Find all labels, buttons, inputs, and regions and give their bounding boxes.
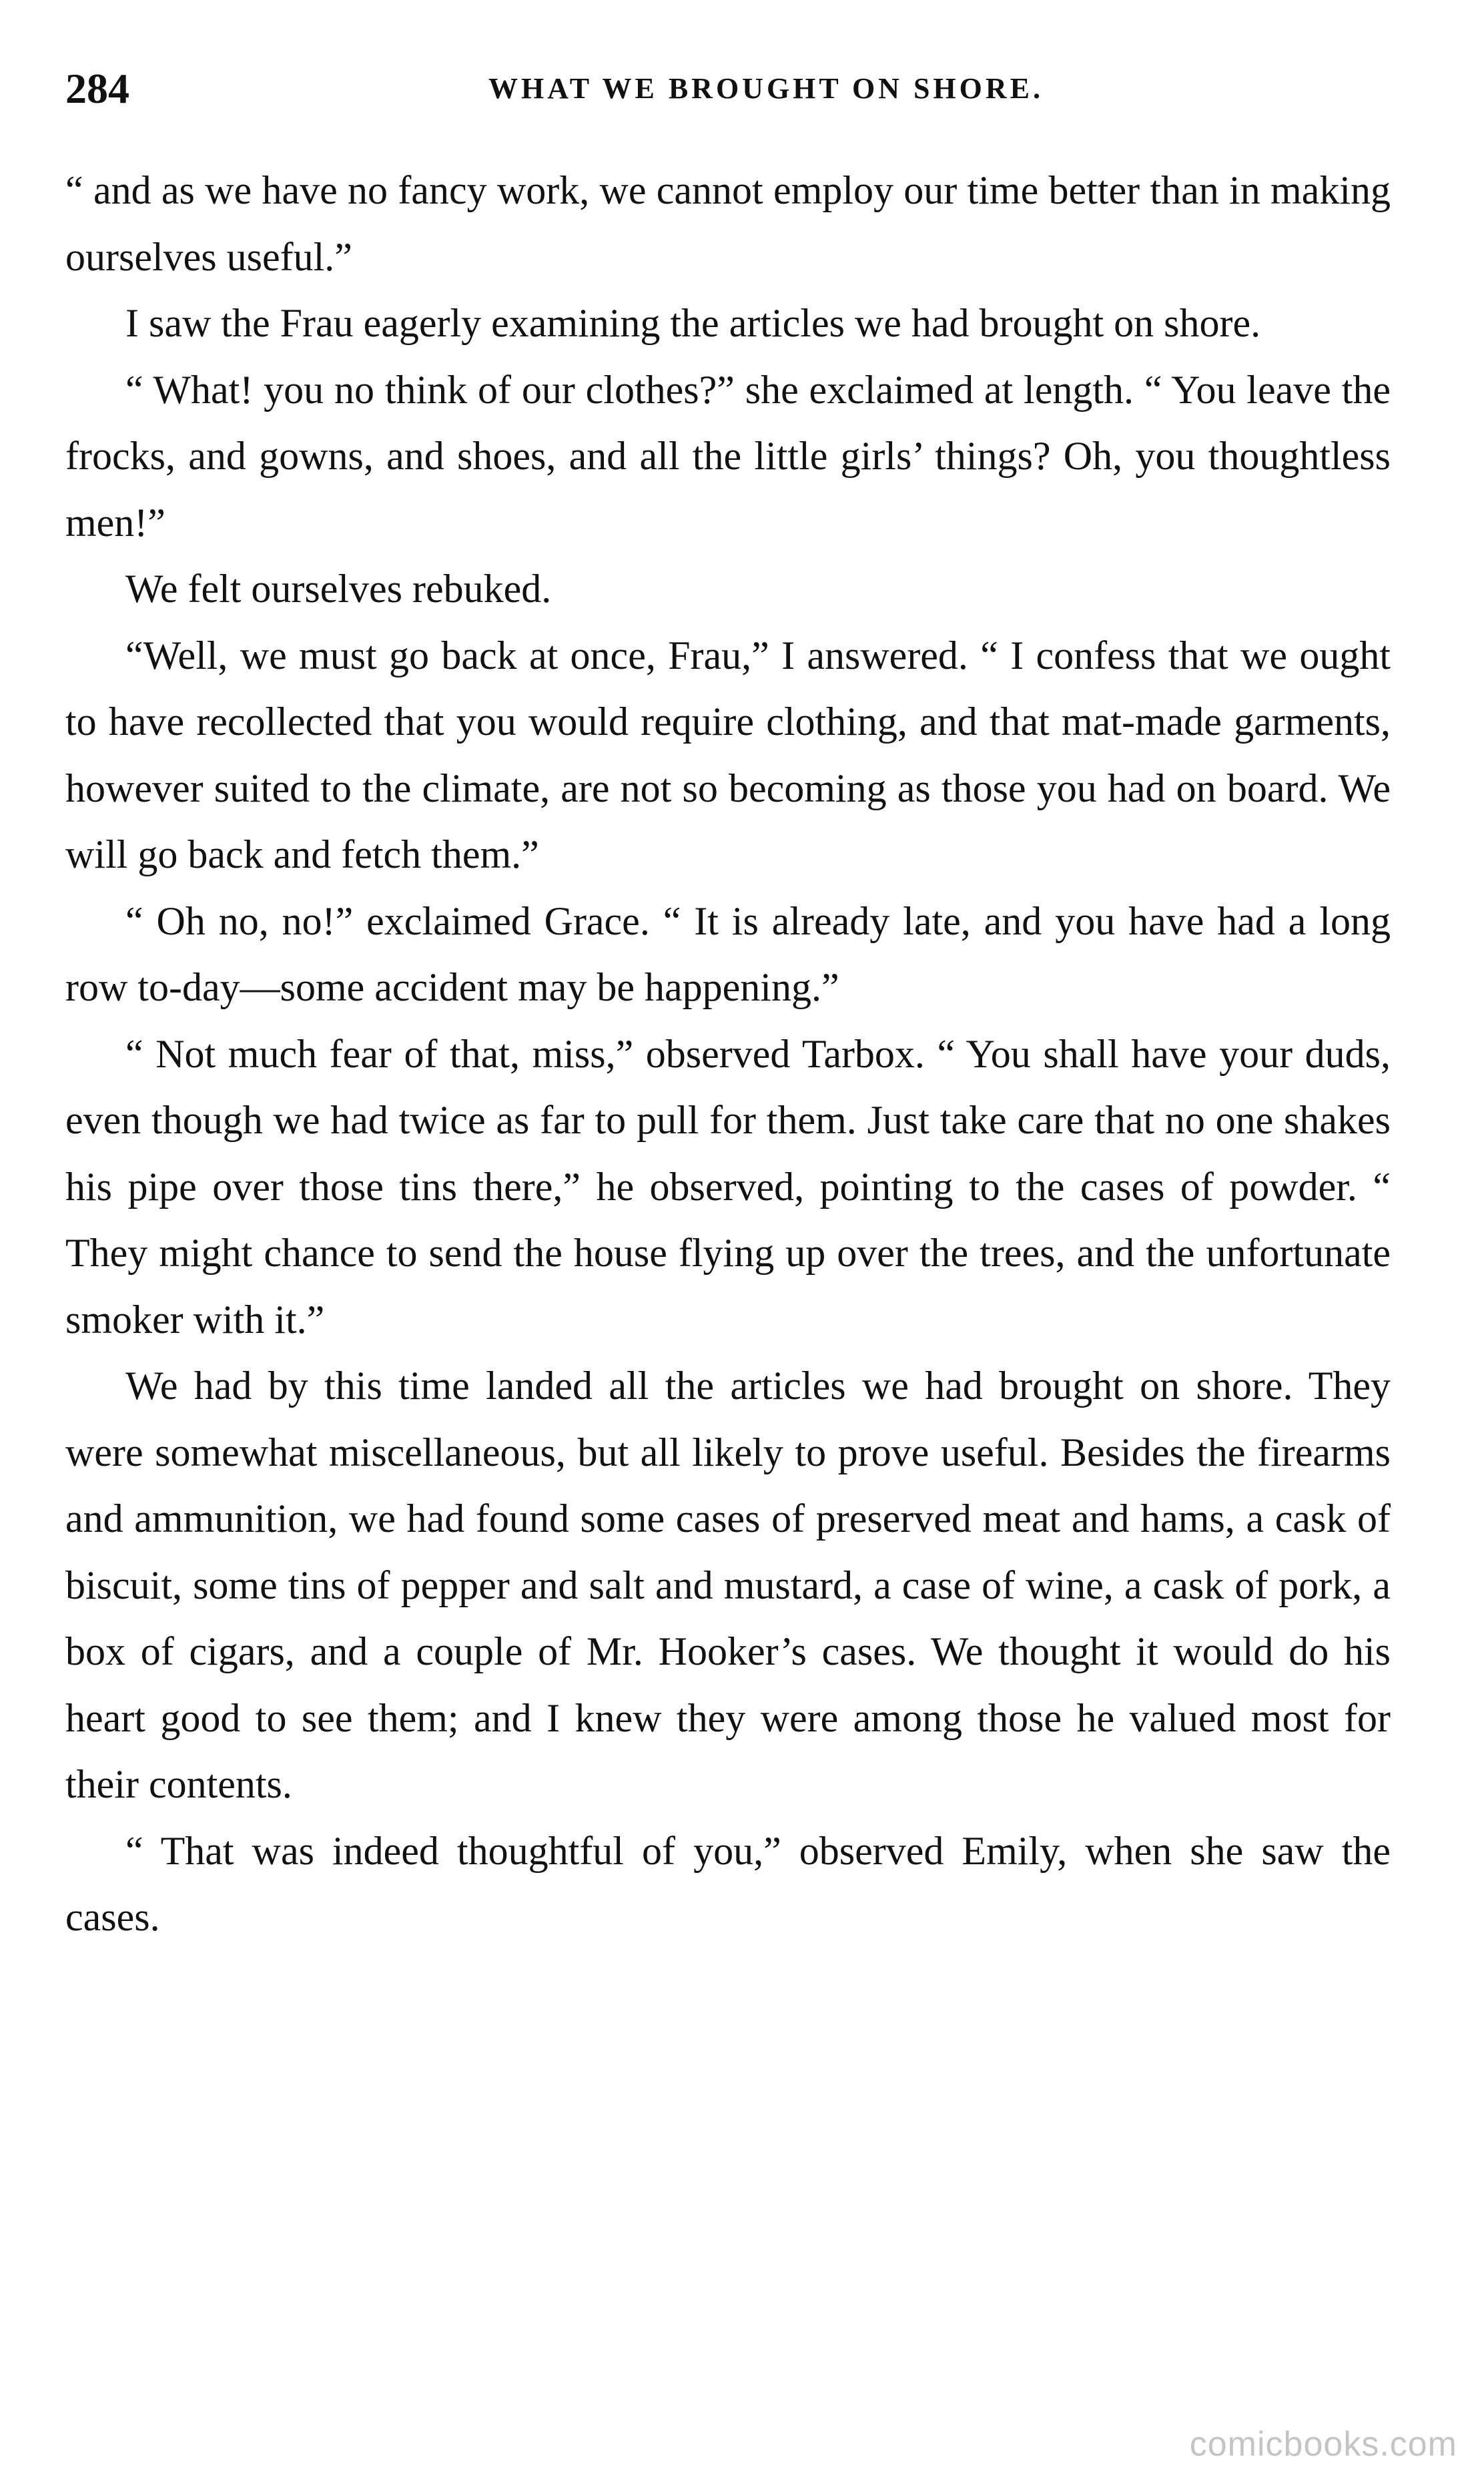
running-head-title: WHAT WE BROUGHT ON SHORE. [488,72,1044,105]
paragraph: “ and as we have no fancy work, we cannot employ our time better than in making ourselves useful.” [65,168,1391,279]
paragraph: “ Not much fear of that, miss,” observed Tarbox. “ You shall have your duds, even though we had twice as far to pull for them. Just take care that no one shakes his pipe over those tins there,” he observed, pointing to the cases of powder. “ They might chance to send the house flying up over the trees, and the unfortunate smoker with it.” [65,1031,1391,1342]
paragraph: “ What! you no think of our clothes?” she exclaimed at length. “ You leave the frocks, and gowns, and shoes, and all the little girls’ things? Oh, you thoughtless men!” [65,367,1391,545]
paragraph: I saw the Frau eagerly examining the articles we had brought on shore. [125,301,1261,345]
paragraph: We felt ourselves rebuked. [125,567,552,611]
paragraph: We had by this time landed all the articles we had brought on shore. They were somewhat miscellaneous, but all likely to prove useful. Besides the firearms and ammunition, we had found some cases of preserved meat and hams, a cask of biscuit, some tins of pepper and salt and mustard, a case of wine, a cask of pork, a box of cigars, and a couple of Mr. Hooker’s cases. We thought it would do his heart good to see them; and I knew they were among those he valued most for their contents. [65,1364,1391,1806]
page-number: 284 [65,65,129,112]
page-header [65,59,1420,119]
paragraph: “Well, we must go back at once, Frau,” I answered. “ I confess that we ought to have recollected that you would require clothing, and that mat-made garments, however suited to the climate, are not so becoming as those you had on board. We will go back and fetch them.” [65,633,1391,876]
paragraph: “ That was indeed thoughtful of you,” observed Emily, when she saw the cases. [65,1828,1391,1939]
body-text [65,158,1391,1951]
watermark: comicbooks.com [1189,2425,1457,2464]
paragraph: “ Oh no, no!” exclaimed Grace. “ It is already late, and you have had a long row to-day—some accident may be happening.” [65,898,1391,1009]
